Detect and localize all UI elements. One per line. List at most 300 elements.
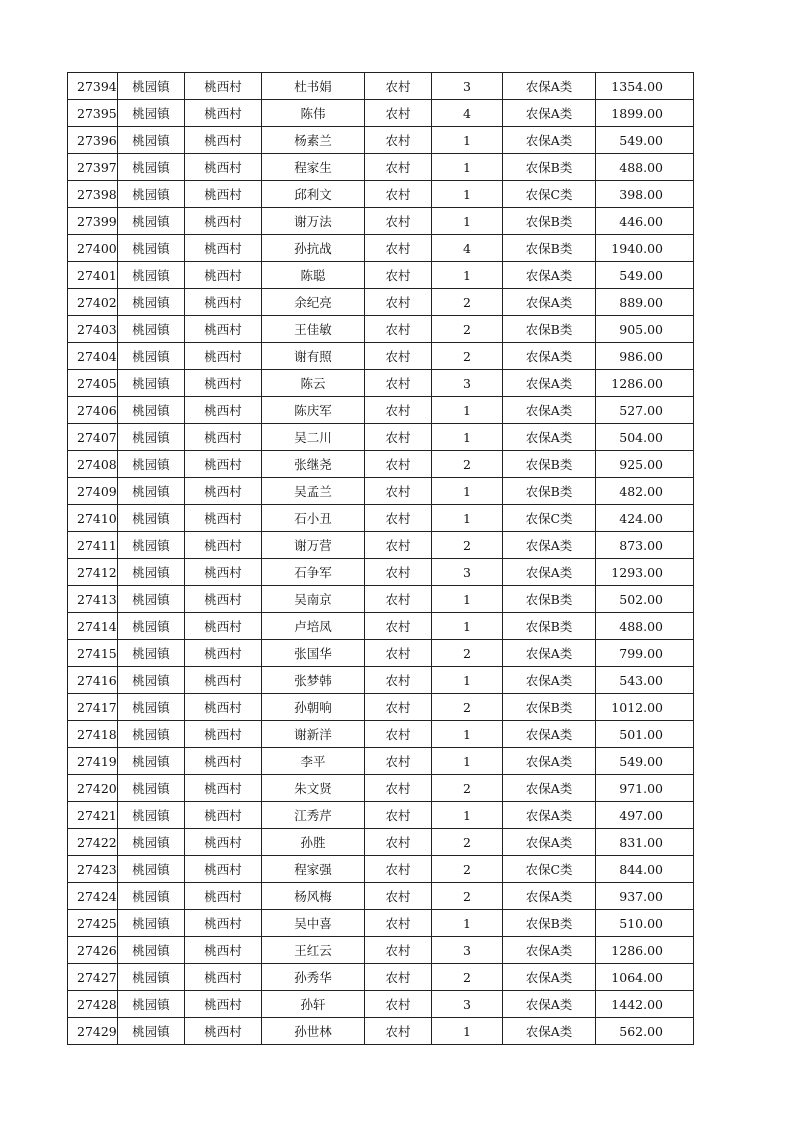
amount-cell: 501.00 — [596, 721, 694, 748]
area-type-cell: 农村 — [365, 586, 432, 613]
household-size-cell: 1 — [432, 208, 503, 235]
record-id-cell: 27396 — [68, 127, 118, 154]
village-cell: 桃西村 — [185, 829, 262, 856]
village-cell: 桃西村 — [185, 910, 262, 937]
name-cell: 陈聪 — [262, 262, 365, 289]
amount-cell: 1286.00 — [596, 937, 694, 964]
record-id-cell: 27426 — [68, 937, 118, 964]
town-cell: 桃园镇 — [118, 559, 185, 586]
table-body — [68, 73, 694, 1045]
table-row — [68, 127, 694, 154]
category-cell: 农保A类 — [503, 343, 596, 370]
category-cell: 农保A类 — [503, 964, 596, 991]
amount-cell: 424.00 — [596, 505, 694, 532]
household-size-cell: 1 — [432, 478, 503, 505]
record-id-cell: 27408 — [68, 451, 118, 478]
amount-cell: 562.00 — [596, 1018, 694, 1045]
table-row — [68, 289, 694, 316]
amount-cell: 510.00 — [596, 910, 694, 937]
area-type-cell: 农村 — [365, 910, 432, 937]
village-cell: 桃西村 — [185, 856, 262, 883]
record-id-cell: 27423 — [68, 856, 118, 883]
category-cell: 农保A类 — [503, 424, 596, 451]
category-cell: 农保A类 — [503, 397, 596, 424]
name-cell: 卢培凤 — [262, 613, 365, 640]
category-cell: 农保B类 — [503, 613, 596, 640]
table-row — [68, 964, 694, 991]
amount-cell: 504.00 — [596, 424, 694, 451]
name-cell: 孙轩 — [262, 991, 365, 1018]
record-id-cell: 27406 — [68, 397, 118, 424]
name-cell: 孙抗战 — [262, 235, 365, 262]
table-row — [68, 586, 694, 613]
record-id-cell: 27410 — [68, 505, 118, 532]
village-cell: 桃西村 — [185, 937, 262, 964]
village-cell: 桃西村 — [185, 505, 262, 532]
village-cell: 桃西村 — [185, 235, 262, 262]
table-row — [68, 937, 694, 964]
amount-cell: 549.00 — [596, 262, 694, 289]
name-cell: 谢万营 — [262, 532, 365, 559]
table-row — [68, 73, 694, 100]
village-cell: 桃西村 — [185, 73, 262, 100]
village-cell: 桃西村 — [185, 640, 262, 667]
amount-cell: 549.00 — [596, 127, 694, 154]
village-cell: 桃西村 — [185, 181, 262, 208]
area-type-cell: 农村 — [365, 829, 432, 856]
town-cell: 桃园镇 — [118, 505, 185, 532]
town-cell: 桃园镇 — [118, 775, 185, 802]
area-type-cell: 农村 — [365, 856, 432, 883]
town-cell: 桃园镇 — [118, 397, 185, 424]
amount-cell: 1442.00 — [596, 991, 694, 1018]
town-cell: 桃园镇 — [118, 370, 185, 397]
area-type-cell: 农村 — [365, 181, 432, 208]
town-cell: 桃园镇 — [118, 262, 185, 289]
table-row — [68, 262, 694, 289]
table-row — [68, 559, 694, 586]
data-table — [67, 72, 694, 1045]
area-type-cell: 农村 — [365, 316, 432, 343]
category-cell: 农保B类 — [503, 208, 596, 235]
category-cell: 农保C类 — [503, 181, 596, 208]
household-size-cell: 2 — [432, 343, 503, 370]
name-cell: 程家强 — [262, 856, 365, 883]
record-id-cell: 27411 — [68, 532, 118, 559]
town-cell: 桃园镇 — [118, 1018, 185, 1045]
name-cell: 陈云 — [262, 370, 365, 397]
record-id-cell: 27400 — [68, 235, 118, 262]
household-size-cell: 2 — [432, 289, 503, 316]
area-type-cell: 农村 — [365, 451, 432, 478]
household-size-cell: 1 — [432, 154, 503, 181]
name-cell: 杨风梅 — [262, 883, 365, 910]
household-size-cell: 1 — [432, 181, 503, 208]
village-cell: 桃西村 — [185, 694, 262, 721]
name-cell: 吴二川 — [262, 424, 365, 451]
village-cell: 桃西村 — [185, 262, 262, 289]
area-type-cell: 农村 — [365, 640, 432, 667]
household-size-cell: 1 — [432, 1018, 503, 1045]
village-cell: 桃西村 — [185, 559, 262, 586]
category-cell: 农保C类 — [503, 856, 596, 883]
town-cell: 桃园镇 — [118, 73, 185, 100]
record-id-cell: 27399 — [68, 208, 118, 235]
area-type-cell: 农村 — [365, 667, 432, 694]
town-cell: 桃园镇 — [118, 424, 185, 451]
household-size-cell: 1 — [432, 397, 503, 424]
category-cell: 农保B类 — [503, 910, 596, 937]
name-cell: 陈庆军 — [262, 397, 365, 424]
village-cell: 桃西村 — [185, 424, 262, 451]
category-cell: 农保A类 — [503, 559, 596, 586]
name-cell: 谢新洋 — [262, 721, 365, 748]
category-cell: 农保A类 — [503, 127, 596, 154]
category-cell: 农保A类 — [503, 883, 596, 910]
name-cell: 朱文贤 — [262, 775, 365, 802]
category-cell: 农保A类 — [503, 937, 596, 964]
household-size-cell: 2 — [432, 829, 503, 856]
household-size-cell: 2 — [432, 532, 503, 559]
category-cell: 农保B类 — [503, 586, 596, 613]
amount-cell: 502.00 — [596, 586, 694, 613]
town-cell: 桃园镇 — [118, 289, 185, 316]
table-row — [68, 856, 694, 883]
household-size-cell: 1 — [432, 262, 503, 289]
town-cell: 桃园镇 — [118, 154, 185, 181]
village-cell: 桃西村 — [185, 100, 262, 127]
amount-cell: 873.00 — [596, 532, 694, 559]
village-cell: 桃西村 — [185, 451, 262, 478]
area-type-cell: 农村 — [365, 208, 432, 235]
name-cell: 邱利文 — [262, 181, 365, 208]
record-id-cell: 27398 — [68, 181, 118, 208]
category-cell: 农保A类 — [503, 775, 596, 802]
household-size-cell: 2 — [432, 856, 503, 883]
name-cell: 李平 — [262, 748, 365, 775]
household-size-cell: 1 — [432, 424, 503, 451]
area-type-cell: 农村 — [365, 424, 432, 451]
category-cell: 农保A类 — [503, 532, 596, 559]
area-type-cell: 农村 — [365, 748, 432, 775]
name-cell: 王佳敏 — [262, 316, 365, 343]
record-id-cell: 27424 — [68, 883, 118, 910]
table-row — [68, 748, 694, 775]
town-cell: 桃园镇 — [118, 343, 185, 370]
category-cell: 农保A类 — [503, 100, 596, 127]
village-cell: 桃西村 — [185, 802, 262, 829]
category-cell: 农保A类 — [503, 829, 596, 856]
town-cell: 桃园镇 — [118, 208, 185, 235]
household-size-cell: 3 — [432, 937, 503, 964]
name-cell: 余纪亮 — [262, 289, 365, 316]
record-id-cell: 27427 — [68, 964, 118, 991]
town-cell: 桃园镇 — [118, 964, 185, 991]
table-row — [68, 505, 694, 532]
village-cell: 桃西村 — [185, 667, 262, 694]
town-cell: 桃园镇 — [118, 586, 185, 613]
village-cell: 桃西村 — [185, 316, 262, 343]
amount-cell: 937.00 — [596, 883, 694, 910]
amount-cell: 488.00 — [596, 613, 694, 640]
record-id-cell: 27425 — [68, 910, 118, 937]
town-cell: 桃园镇 — [118, 694, 185, 721]
village-cell: 桃西村 — [185, 964, 262, 991]
area-type-cell: 农村 — [365, 1018, 432, 1045]
category-cell: 农保A类 — [503, 667, 596, 694]
table-row — [68, 883, 694, 910]
town-cell: 桃园镇 — [118, 829, 185, 856]
category-cell: 农保B类 — [503, 235, 596, 262]
area-type-cell: 农村 — [365, 235, 432, 262]
town-cell: 桃园镇 — [118, 802, 185, 829]
amount-cell: 925.00 — [596, 451, 694, 478]
village-cell: 桃西村 — [185, 532, 262, 559]
household-size-cell: 2 — [432, 694, 503, 721]
household-size-cell: 3 — [432, 559, 503, 586]
village-cell: 桃西村 — [185, 154, 262, 181]
household-size-cell: 1 — [432, 505, 503, 532]
village-cell: 桃西村 — [185, 991, 262, 1018]
area-type-cell: 农村 — [365, 613, 432, 640]
category-cell: 农保A类 — [503, 289, 596, 316]
record-id-cell: 27402 — [68, 289, 118, 316]
household-size-cell: 1 — [432, 667, 503, 694]
category-cell: 农保A类 — [503, 640, 596, 667]
area-type-cell: 农村 — [365, 127, 432, 154]
village-cell: 桃西村 — [185, 370, 262, 397]
area-type-cell: 农村 — [365, 559, 432, 586]
name-cell: 吴孟兰 — [262, 478, 365, 505]
record-id-cell: 27401 — [68, 262, 118, 289]
household-size-cell: 1 — [432, 748, 503, 775]
category-cell: 农保B类 — [503, 478, 596, 505]
area-type-cell: 农村 — [365, 100, 432, 127]
household-size-cell: 2 — [432, 451, 503, 478]
town-cell: 桃园镇 — [118, 748, 185, 775]
table-row — [68, 694, 694, 721]
record-id-cell: 27409 — [68, 478, 118, 505]
amount-cell: 398.00 — [596, 181, 694, 208]
area-type-cell: 农村 — [365, 721, 432, 748]
table-row — [68, 1018, 694, 1045]
town-cell: 桃园镇 — [118, 721, 185, 748]
record-id-cell: 27405 — [68, 370, 118, 397]
name-cell: 张国华 — [262, 640, 365, 667]
record-id-cell: 27403 — [68, 316, 118, 343]
category-cell: 农保A类 — [503, 802, 596, 829]
name-cell: 江秀芹 — [262, 802, 365, 829]
amount-cell: 1293.00 — [596, 559, 694, 586]
record-id-cell: 27418 — [68, 721, 118, 748]
record-id-cell: 27413 — [68, 586, 118, 613]
name-cell: 孙秀华 — [262, 964, 365, 991]
table-row — [68, 181, 694, 208]
record-id-cell: 27397 — [68, 154, 118, 181]
area-type-cell: 农村 — [365, 964, 432, 991]
area-type-cell: 农村 — [365, 397, 432, 424]
household-size-cell: 1 — [432, 127, 503, 154]
record-id-cell: 27412 — [68, 559, 118, 586]
name-cell: 程家生 — [262, 154, 365, 181]
household-size-cell: 3 — [432, 370, 503, 397]
village-cell: 桃西村 — [185, 343, 262, 370]
household-size-cell: 2 — [432, 964, 503, 991]
town-cell: 桃园镇 — [118, 316, 185, 343]
town-cell: 桃园镇 — [118, 100, 185, 127]
household-size-cell: 1 — [432, 586, 503, 613]
amount-cell: 1012.00 — [596, 694, 694, 721]
amount-cell: 1940.00 — [596, 235, 694, 262]
amount-cell: 799.00 — [596, 640, 694, 667]
village-cell: 桃西村 — [185, 1018, 262, 1045]
area-type-cell: 农村 — [365, 505, 432, 532]
village-cell: 桃西村 — [185, 127, 262, 154]
table-row — [68, 100, 694, 127]
record-id-cell: 27415 — [68, 640, 118, 667]
name-cell: 吴中喜 — [262, 910, 365, 937]
town-cell: 桃园镇 — [118, 640, 185, 667]
area-type-cell: 农村 — [365, 775, 432, 802]
category-cell: 农保A类 — [503, 370, 596, 397]
village-cell: 桃西村 — [185, 478, 262, 505]
town-cell: 桃园镇 — [118, 613, 185, 640]
village-cell: 桃西村 — [185, 775, 262, 802]
town-cell: 桃园镇 — [118, 991, 185, 1018]
name-cell: 孙朝响 — [262, 694, 365, 721]
household-size-cell: 4 — [432, 100, 503, 127]
record-id-cell: 27416 — [68, 667, 118, 694]
table-row — [68, 397, 694, 424]
household-size-cell: 2 — [432, 316, 503, 343]
record-id-cell: 27419 — [68, 748, 118, 775]
table-row — [68, 316, 694, 343]
table-row — [68, 343, 694, 370]
town-cell: 桃园镇 — [118, 181, 185, 208]
record-id-cell: 27422 — [68, 829, 118, 856]
village-cell: 桃西村 — [185, 721, 262, 748]
area-type-cell: 农村 — [365, 154, 432, 181]
household-size-cell: 1 — [432, 721, 503, 748]
village-cell: 桃西村 — [185, 883, 262, 910]
name-cell: 孙胜 — [262, 829, 365, 856]
amount-cell: 1899.00 — [596, 100, 694, 127]
household-size-cell: 2 — [432, 640, 503, 667]
amount-cell: 889.00 — [596, 289, 694, 316]
amount-cell: 1354.00 — [596, 73, 694, 100]
village-cell: 桃西村 — [185, 586, 262, 613]
record-id-cell: 27407 — [68, 424, 118, 451]
amount-cell: 527.00 — [596, 397, 694, 424]
record-id-cell: 27404 — [68, 343, 118, 370]
table-row — [68, 829, 694, 856]
amount-cell: 831.00 — [596, 829, 694, 856]
category-cell: 农保A类 — [503, 991, 596, 1018]
village-cell: 桃西村 — [185, 613, 262, 640]
town-cell: 桃园镇 — [118, 532, 185, 559]
table-row — [68, 613, 694, 640]
household-size-cell: 3 — [432, 73, 503, 100]
category-cell: 农保A类 — [503, 262, 596, 289]
town-cell: 桃园镇 — [118, 883, 185, 910]
record-id-cell: 27414 — [68, 613, 118, 640]
table-row — [68, 721, 694, 748]
town-cell: 桃园镇 — [118, 856, 185, 883]
category-cell: 农保B类 — [503, 316, 596, 343]
category-cell: 农保B类 — [503, 451, 596, 478]
category-cell: 农保B类 — [503, 694, 596, 721]
amount-cell: 971.00 — [596, 775, 694, 802]
table-row — [68, 154, 694, 181]
name-cell: 吴南京 — [262, 586, 365, 613]
village-cell: 桃西村 — [185, 397, 262, 424]
category-cell: 农保C类 — [503, 505, 596, 532]
category-cell: 农保A类 — [503, 73, 596, 100]
table-row — [68, 802, 694, 829]
household-size-cell: 4 — [432, 235, 503, 262]
amount-cell: 844.00 — [596, 856, 694, 883]
town-cell: 桃园镇 — [118, 937, 185, 964]
record-id-cell: 27420 — [68, 775, 118, 802]
name-cell: 谢有照 — [262, 343, 365, 370]
table-row — [68, 640, 694, 667]
household-size-cell: 1 — [432, 910, 503, 937]
area-type-cell: 农村 — [365, 262, 432, 289]
household-size-cell: 1 — [432, 802, 503, 829]
category-cell: 农保A类 — [503, 1018, 596, 1045]
town-cell: 桃园镇 — [118, 451, 185, 478]
area-type-cell: 农村 — [365, 73, 432, 100]
area-type-cell: 农村 — [365, 343, 432, 370]
record-id-cell: 27429 — [68, 1018, 118, 1045]
village-cell: 桃西村 — [185, 208, 262, 235]
name-cell: 孙世林 — [262, 1018, 365, 1045]
amount-cell: 488.00 — [596, 154, 694, 181]
table-row — [68, 208, 694, 235]
name-cell: 谢万法 — [262, 208, 365, 235]
area-type-cell: 农村 — [365, 532, 432, 559]
table-row — [68, 532, 694, 559]
name-cell: 陈伟 — [262, 100, 365, 127]
amount-cell: 1064.00 — [596, 964, 694, 991]
household-size-cell: 2 — [432, 775, 503, 802]
town-cell: 桃园镇 — [118, 127, 185, 154]
amount-cell: 543.00 — [596, 667, 694, 694]
record-id-cell: 27428 — [68, 991, 118, 1018]
record-id-cell: 27394 — [68, 73, 118, 100]
table-row — [68, 451, 694, 478]
village-cell: 桃西村 — [185, 289, 262, 316]
table-row — [68, 910, 694, 937]
village-cell: 桃西村 — [185, 748, 262, 775]
area-type-cell: 农村 — [365, 991, 432, 1018]
name-cell: 王红云 — [262, 937, 365, 964]
amount-cell: 986.00 — [596, 343, 694, 370]
name-cell: 石小丑 — [262, 505, 365, 532]
name-cell: 石争军 — [262, 559, 365, 586]
town-cell: 桃园镇 — [118, 235, 185, 262]
town-cell: 桃园镇 — [118, 667, 185, 694]
category-cell: 农保A类 — [503, 748, 596, 775]
area-type-cell: 农村 — [365, 883, 432, 910]
record-id-cell: 27421 — [68, 802, 118, 829]
amount-cell: 497.00 — [596, 802, 694, 829]
name-cell: 杜书娟 — [262, 73, 365, 100]
area-type-cell: 农村 — [365, 937, 432, 964]
amount-cell: 446.00 — [596, 208, 694, 235]
name-cell: 张梦韩 — [262, 667, 365, 694]
area-type-cell: 农村 — [365, 802, 432, 829]
